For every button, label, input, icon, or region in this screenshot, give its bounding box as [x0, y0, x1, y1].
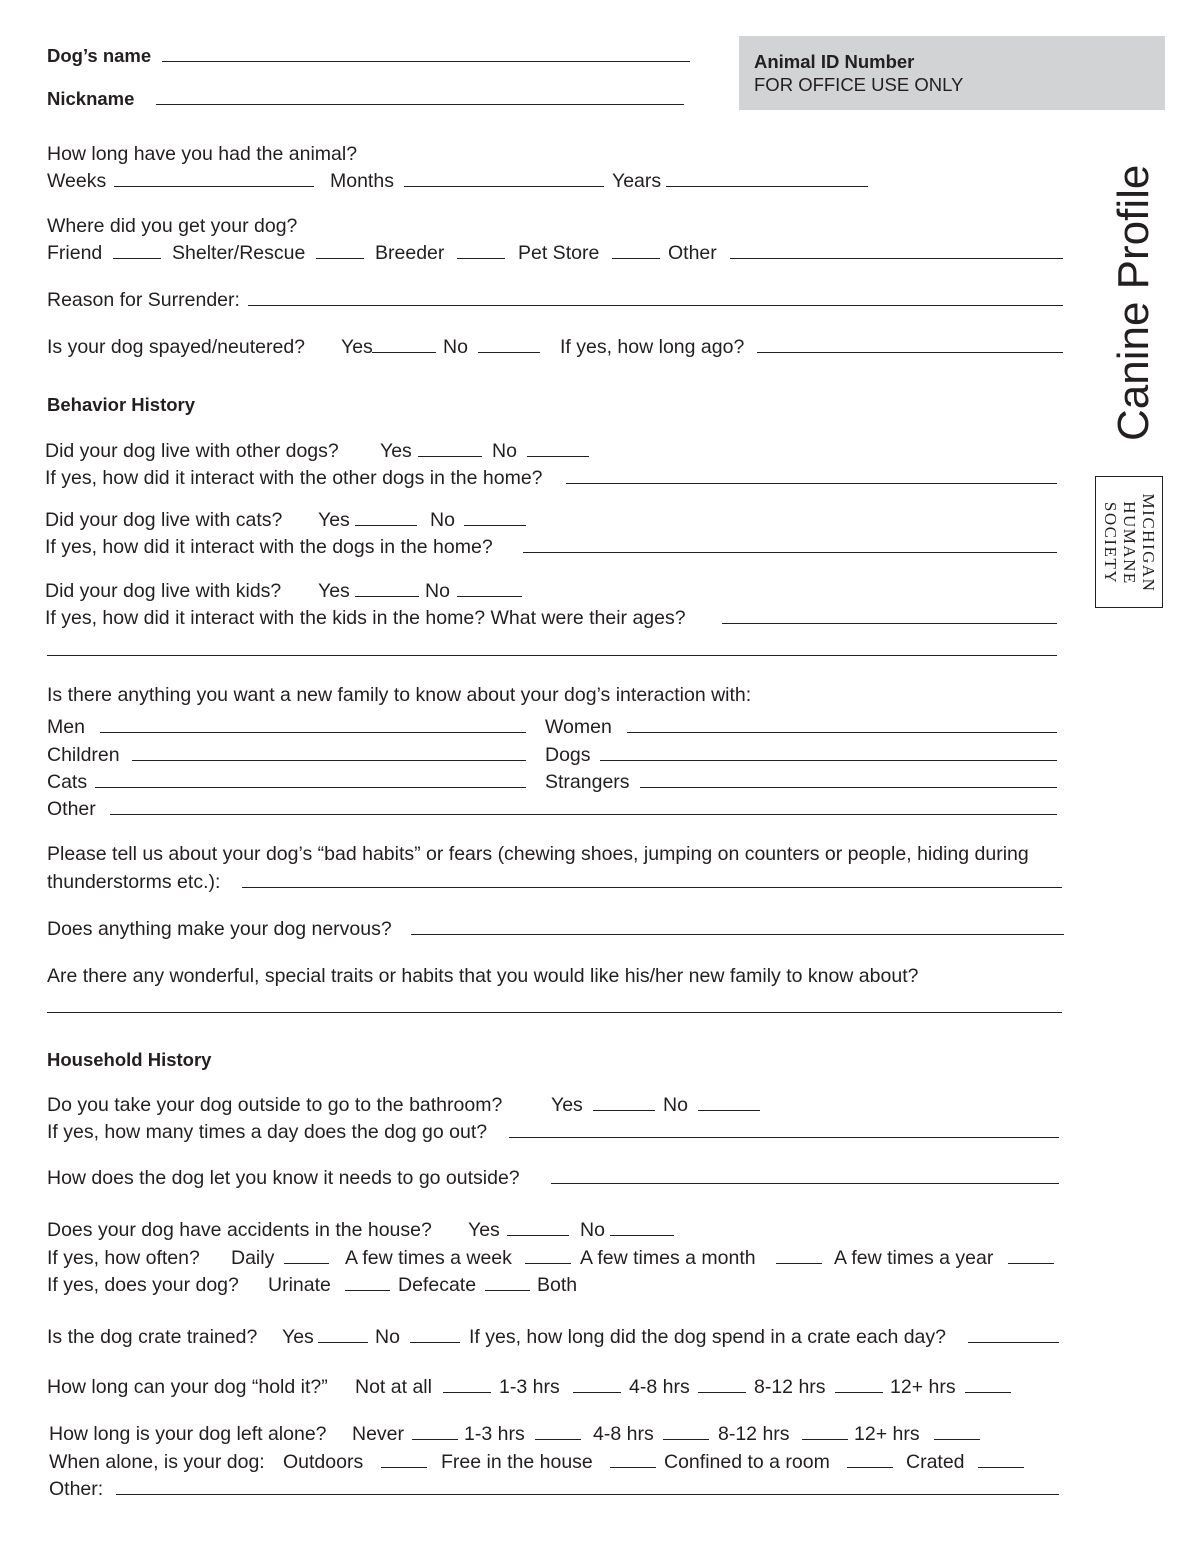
other-dogs-interact-field[interactable] [566, 483, 1057, 484]
cats-question-label: Did your dog live with cats? [45, 509, 283, 531]
let-know-label: How does the dog let you know it needs to go outside? [47, 1167, 520, 1189]
hold-12-plus-field[interactable] [965, 1392, 1011, 1393]
few-month-field[interactable] [776, 1263, 822, 1264]
dogs-name-field[interactable] [162, 61, 690, 62]
bad-habits-label-2: thunderstorms etc.): [47, 871, 221, 893]
kids-no-field[interactable] [457, 596, 522, 597]
breeder-label: Breeder [375, 242, 445, 264]
free-field[interactable] [610, 1467, 656, 1468]
other-source-label: Other [668, 242, 717, 264]
alone-other-label: Other: [49, 1478, 104, 1500]
outside-yes-field[interactable] [593, 1110, 655, 1111]
accidents-no-label: No [580, 1219, 605, 1241]
strangers-label: Strangers [545, 771, 630, 793]
cats-interact-label: If yes, how did it interact with the dogs in the home? [45, 536, 493, 558]
hold-not-at-all-label: Not at all [355, 1376, 432, 1398]
logo-line-2: HUMANE [1120, 501, 1140, 585]
office-use-label: FOR OFFICE USE ONLY [754, 74, 964, 95]
alone-never-label: Never [352, 1423, 405, 1445]
other-interaction-label: Other [47, 798, 96, 820]
nervous-label: Does anything make your dog nervous? [47, 918, 392, 940]
logo-line-1: MICHIGAN [1139, 493, 1159, 593]
times-field[interactable] [509, 1137, 1059, 1138]
defecate-field[interactable] [485, 1290, 530, 1291]
spayed-yes-label: Yes [341, 336, 373, 358]
alone-1-3-label: 1-3 hrs [464, 1423, 525, 1445]
children-field[interactable] [132, 760, 526, 761]
few-week-field[interactable] [525, 1263, 571, 1264]
friend-field[interactable] [113, 258, 161, 259]
months-label: Months [330, 170, 394, 192]
urinate-label: Urinate [268, 1274, 331, 1296]
when-alone-label: When alone, is your dog: [49, 1451, 265, 1473]
dogs-label: Dogs [545, 744, 591, 766]
alone-label: How long is your dog left alone? [49, 1423, 327, 1445]
few-year-field[interactable] [1008, 1263, 1054, 1264]
free-label: Free in the house [441, 1451, 593, 1473]
kids-interact-field-2[interactable] [47, 655, 1057, 656]
urinate-field[interactable] [345, 1290, 390, 1291]
accidents-no-field[interactable] [610, 1235, 674, 1236]
kids-yes-field[interactable] [355, 596, 419, 597]
children-label: Children [47, 744, 120, 766]
women-field[interactable] [627, 732, 1057, 733]
hold-4-8-label: 4-8 hrs [629, 1376, 690, 1398]
spayed-label: Is your dog spayed/neutered? [47, 336, 306, 358]
defecate-label: Defecate [398, 1274, 477, 1296]
crate-yes-field[interactable] [318, 1342, 368, 1343]
cats-interact-field[interactable] [523, 552, 1057, 553]
crated-label: Crated [906, 1451, 965, 1473]
cats-label: Cats [47, 771, 88, 793]
confined-label: Confined to a room [664, 1451, 830, 1473]
cats-no-field[interactable] [464, 525, 526, 526]
alone-8-12-label: 8-12 hrs [718, 1423, 790, 1445]
crate-no-label: No [375, 1326, 400, 1348]
outdoors-field[interactable] [381, 1467, 427, 1468]
cats-yes-field[interactable] [355, 525, 417, 526]
reason-field[interactable] [248, 305, 1063, 306]
outside-no-field[interactable] [698, 1110, 760, 1111]
crate-yes-label: Yes [282, 1326, 314, 1348]
few-year-label: A few times a year [834, 1247, 994, 1269]
accidents-yes-field[interactable] [507, 1235, 569, 1236]
cats-no-label: No [430, 509, 455, 531]
spayed-no-field[interactable] [478, 352, 540, 353]
animal-id-label: Animal ID Number [754, 51, 915, 72]
weeks-field[interactable] [114, 186, 314, 187]
dogs-field[interactable] [600, 760, 1057, 761]
nickname-label: Nickname [47, 88, 135, 109]
cats-field[interactable] [95, 787, 526, 788]
daily-label: Daily [231, 1247, 275, 1269]
let-know-field[interactable] [551, 1183, 1059, 1184]
alone-other-field[interactable] [116, 1494, 1059, 1495]
other-interaction-field[interactable] [110, 814, 1057, 815]
times-label: If yes, how many times a day does the dog go out? [47, 1121, 488, 1143]
hold-8-12-label: 8-12 hrs [754, 1376, 826, 1398]
shelter-label: Shelter/Rescue [172, 242, 306, 264]
alone-4-8-field[interactable] [663, 1439, 709, 1440]
crate-time-label: If yes, how long did the dog spend in a crate each day? [469, 1326, 946, 1348]
dogs-name-label: Dog’s name [47, 45, 152, 66]
hold-12-plus-label: 12+ hrs [890, 1376, 956, 1398]
kids-interact-field[interactable] [722, 623, 1057, 624]
how-long-label: How long have you had the animal? [47, 143, 358, 165]
hold-1-3-field[interactable] [573, 1392, 621, 1393]
animal-id-box [739, 36, 1165, 110]
years-label: Years [612, 170, 662, 192]
years-field[interactable] [666, 186, 868, 187]
nickname-field[interactable] [156, 104, 684, 105]
few-week-label: A few times a week [345, 1247, 512, 1269]
pet-store-field[interactable] [612, 258, 660, 259]
few-month-label: A few times a month [580, 1247, 756, 1269]
other-dogs-interact-label: If yes, how did it interact with the other dogs in the home? [45, 467, 543, 489]
crate-no-field[interactable] [410, 1342, 460, 1343]
outdoors-label: Outdoors [283, 1451, 364, 1473]
kids-yes-label: Yes [318, 580, 350, 602]
traits-label: Are there any wonderful, special traits or habits that you would like his/her new family to know about? [47, 965, 919, 987]
other-dogs-yes-label: Yes [380, 440, 412, 462]
does-your-dog-label: If yes, does your dog? [47, 1274, 239, 1296]
strangers-field[interactable] [640, 787, 1057, 788]
outside-label: Do you take your dog outside to go to the bathroom? [47, 1094, 503, 1116]
months-field[interactable] [404, 186, 604, 187]
interaction-label: Is there anything you want a new family to know about your dog’s interaction with: [47, 684, 752, 706]
crate-time-field[interactable] [968, 1342, 1059, 1343]
breeder-field[interactable] [457, 258, 505, 259]
page-title: Canine Profile [1109, 164, 1158, 441]
kids-interact-label: If yes, how did it interact with the kids in the home? What were their ages? [45, 607, 686, 629]
hold-1-3-label: 1-3 hrs [499, 1376, 560, 1398]
other-dogs-no-field[interactable] [527, 456, 589, 457]
behavior-heading: Behavior History [47, 394, 196, 415]
bad-habits-label-1: Please tell us about your dog’s “bad habits” or fears (chewing shoes, jumping on counters or people, hiding during [47, 843, 1029, 865]
spayed-how-long-field[interactable] [757, 352, 1063, 353]
spayed-yes-field[interactable] [372, 352, 436, 353]
men-label: Men [47, 716, 85, 738]
nervous-field[interactable] [411, 934, 1064, 935]
outside-no-label: No [663, 1094, 688, 1116]
both-label: Both [537, 1274, 578, 1296]
shelter-field[interactable] [316, 258, 364, 259]
accidents-label: Does your dog have accidents in the house? [47, 1219, 432, 1241]
other-dogs-label: Did your dog live with other dogs? [45, 440, 339, 462]
reason-label: Reason for Surrender: [47, 289, 240, 311]
men-field[interactable] [100, 732, 526, 733]
alone-1-3-field[interactable] [535, 1439, 581, 1440]
kids-no-label: No [425, 580, 450, 602]
alone-12-plus-field[interactable] [934, 1439, 980, 1440]
logo-line-3: SOCIETY [1101, 501, 1121, 585]
alone-never-field[interactable] [412, 1439, 458, 1440]
michigan-humane-society-logo [1095, 476, 1163, 608]
hold-4-8-field[interactable] [698, 1392, 746, 1393]
hold-label: How long can your dog “hold it?” [47, 1376, 328, 1398]
crate-label: Is the dog crate trained? [47, 1326, 258, 1348]
spayed-no-label: No [443, 336, 468, 358]
other-dogs-yes-field[interactable] [418, 456, 482, 457]
outside-yes-label: Yes [551, 1094, 583, 1116]
household-heading: Household History [47, 1049, 212, 1070]
alone-8-12-field[interactable] [802, 1439, 848, 1440]
friend-label: Friend [47, 242, 103, 264]
traits-field[interactable] [47, 1012, 1062, 1013]
hold-8-12-field[interactable] [835, 1392, 883, 1393]
where-label: Where did you get your dog? [47, 215, 298, 237]
accidents-yes-label: Yes [468, 1219, 500, 1241]
confined-field[interactable] [847, 1467, 893, 1468]
women-label: Women [545, 716, 612, 738]
alone-4-8-label: 4-8 hrs [593, 1423, 654, 1445]
how-often-label: If yes, how often? [47, 1247, 200, 1269]
daily-field[interactable] [284, 1263, 329, 1264]
other-dogs-no-label: No [492, 440, 517, 462]
pet-store-label: Pet Store [518, 242, 600, 264]
bad-habits-field[interactable] [242, 887, 1062, 888]
weeks-label: Weeks [47, 170, 107, 192]
crated-field[interactable] [978, 1467, 1024, 1468]
spayed-how-long-label: If yes, how long ago? [560, 336, 745, 358]
other-source-field[interactable] [730, 258, 1063, 259]
cats-yes-label: Yes [318, 509, 350, 531]
alone-12-plus-label: 12+ hrs [854, 1423, 920, 1445]
hold-not-at-all-field[interactable] [443, 1392, 491, 1393]
kids-question-label: Did your dog live with kids? [45, 580, 282, 602]
